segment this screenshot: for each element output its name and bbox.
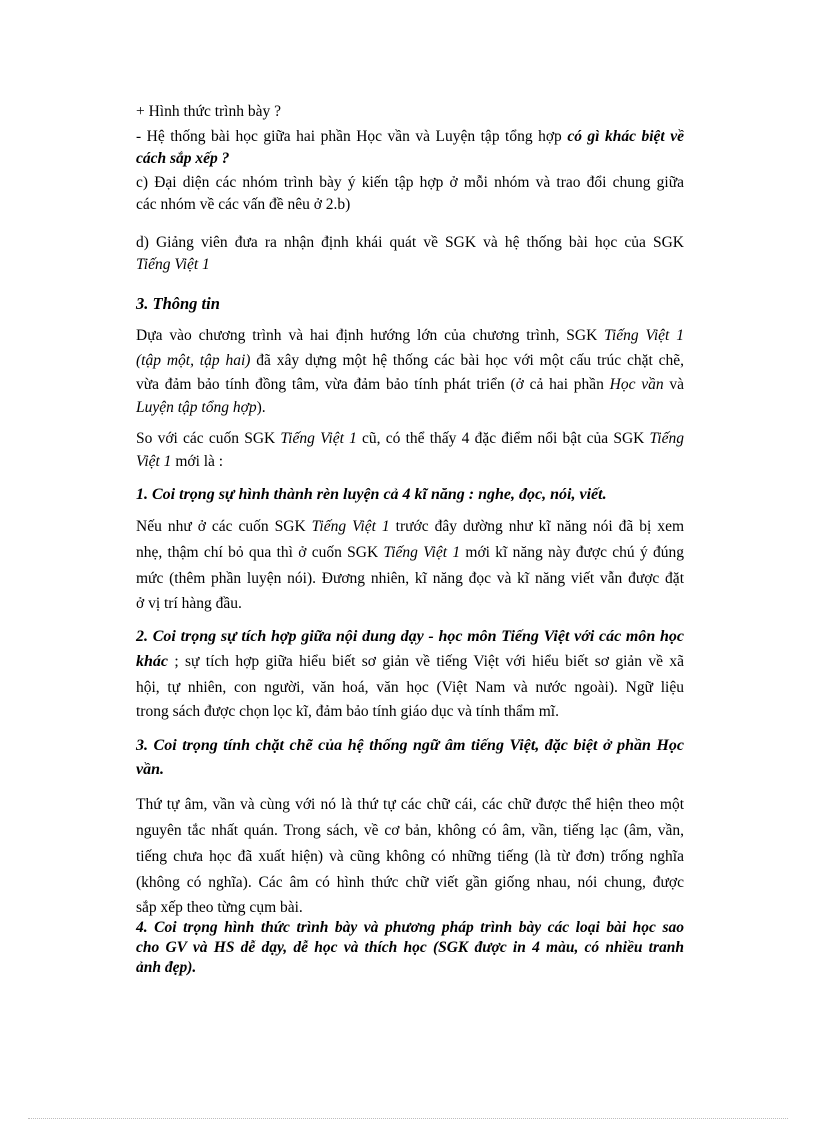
text-run: ). xyxy=(256,399,266,416)
feature-3-line-2: nguyên tắc nhất quán. Trong sách, về cơ bản, không có âm, vần, tiếng lạc (âm, vần, xyxy=(136,822,684,839)
comparison-line-1 xyxy=(136,428,684,450)
feature-1-line-4: ở vị trí hàng đầu. xyxy=(136,595,242,612)
text-run: nhẹ, thậm chí bỏ qua thì ở cuốn SGK xyxy=(136,544,384,561)
text-run: trước đây dường như kĩ năng nói đã bị xem xyxy=(389,518,685,535)
book-title: Tiếng Việt 1 xyxy=(311,518,390,535)
section-heading-information xyxy=(136,293,684,315)
feature-heading-4-line-1: 4. Coi trọng hình thức trình bày và phương pháp trình bày các loại bài học sao xyxy=(136,919,684,936)
part-name: Học vần xyxy=(609,376,664,393)
text-run: đã xây dựng một hệ thống các bài học với một cấu trúc chặt chẽ, xyxy=(250,352,684,369)
part-name: Luyện tập tổng hợp xyxy=(136,399,257,416)
feature-heading-4-line-3: ảnh đẹp). xyxy=(136,959,197,976)
feature-3-line-5: sắp xếp theo từng cụm bài. xyxy=(136,899,303,916)
paragraph-c-line-2: các nhóm về các vấn đề nêu ở 2.b) xyxy=(136,196,351,213)
paragraph-lesson-system-line-1 xyxy=(136,126,684,148)
feature-heading-2: 2. Coi trọng sự tích hợp giữa nội dung dạy - học môn Tiếng Việt với các môn học xyxy=(136,628,684,645)
paragraph-presentation-form: + Hình thức trình bày ? xyxy=(136,103,281,120)
text-run: và xyxy=(663,376,684,393)
feature-heading-1: 1. Coi trọng sự hình thành rèn luyện cả 4 kĩ năng : nghe, đọc, nói, viết. xyxy=(136,486,607,503)
text-run: cũ, có thể thấy 4 đặc điểm nổi bật của SGK xyxy=(356,430,650,447)
comparison-line-2 xyxy=(136,451,684,473)
feature-1-line-3: mức (thêm phần luyện nói). Đương nhiên, kĩ năng đọc và kĩ năng viết vẫn được đặt xyxy=(136,570,684,587)
info-line-3 xyxy=(136,374,684,396)
feature-2-line-3: trong sách được chọn lọc kĩ, đảm bảo tính giáo dục và tính thẩm mĩ. xyxy=(136,703,559,720)
book-volume: (tập một, tập hai) xyxy=(136,352,251,369)
paragraph-c-line-1: c) Đại diện các nhóm trình bày ý kiến tập hợp ở mỗi nhóm và trao đổi chung giữa xyxy=(136,174,684,191)
book-title: Việt 1 xyxy=(136,453,172,470)
feature-1-line-1 xyxy=(136,516,684,538)
info-line-4 xyxy=(136,397,684,419)
heading-continuation: khác xyxy=(136,653,168,670)
emphasis-run: có gì khác biệt về xyxy=(567,128,684,145)
page-bottom-divider xyxy=(28,1118,788,1119)
section-heading-text: 3. Thông tin xyxy=(136,294,220,313)
feature-2-line-2: hội, tự nhiên, con người, văn hoá, văn học (Việt Nam và nước ngoài). Ngữ liệu xyxy=(136,679,684,696)
feature-heading-4-line-2: cho GV và HS dễ dạy, dễ học và thích học (SGK được in 4 màu, có nhiều tranh xyxy=(136,939,684,956)
info-line-1 xyxy=(136,325,684,347)
text-run: So với các cuốn SGK xyxy=(136,430,281,447)
info-line-2 xyxy=(136,350,684,372)
book-title: Tiếng Việt 1 xyxy=(604,327,684,344)
paragraph-d-line-1: d) Giảng viên đưa ra nhận định khái quát về SGK và hệ thống bài học của SGK xyxy=(136,234,684,251)
paragraph-lesson-system-line-2: cách sắp xếp ? xyxy=(136,150,230,167)
feature-heading-3-cont: vần. xyxy=(136,761,164,778)
text-run: - Hệ thống bài học giữa hai phần Học vần và Luyện tập tổng hợp xyxy=(136,128,568,145)
feature-3-line-1: Thứ tự âm, vần và cùng với nó là thứ tự các chữ cái, các chữ được thể hiện theo một xyxy=(136,796,684,813)
feature-2-line-1 xyxy=(136,651,684,673)
paragraph-d-line-2: Tiếng Việt 1 xyxy=(136,256,210,273)
feature-3-line-3: tiếng chưa học đã xuất hiện) và cũng không có những tiếng (là từ đơn) trống nghĩa xyxy=(136,848,684,865)
book-title: Tiếng Việt 1 xyxy=(280,430,357,447)
text-run: Dựa vào chương trình và hai định hướng lớn của chương trình, SGK xyxy=(136,327,605,344)
text-run: mới kĩ năng này được chú ý đúng xyxy=(460,544,685,561)
feature-heading-3: 3. Coi trọng tính chặt chẽ của hệ thống ngữ âm tiếng Việt, đặc biệt ở phần Học xyxy=(136,737,684,754)
book-title: Tiếng Việt 1 xyxy=(383,544,461,561)
text-run: mới là : xyxy=(171,453,224,470)
book-title: Tiếng xyxy=(649,430,684,447)
text-run: ; sự tích hợp giữa hiểu biết sơ giản về tiếng Việt với hiểu biết sơ giản về xã xyxy=(168,653,684,670)
feature-3-line-4: (không có nghĩa). Các âm có hình thức chữ viết gần giống nhau, nói chung, được xyxy=(136,874,684,891)
text-run: Nếu như ở các cuốn SGK xyxy=(136,518,312,535)
text-run: vừa đảm bảo tính đồng tâm, vừa đảm bảo tính phát triển (ở cả hai phần xyxy=(136,376,610,393)
feature-1-line-2 xyxy=(136,542,684,564)
